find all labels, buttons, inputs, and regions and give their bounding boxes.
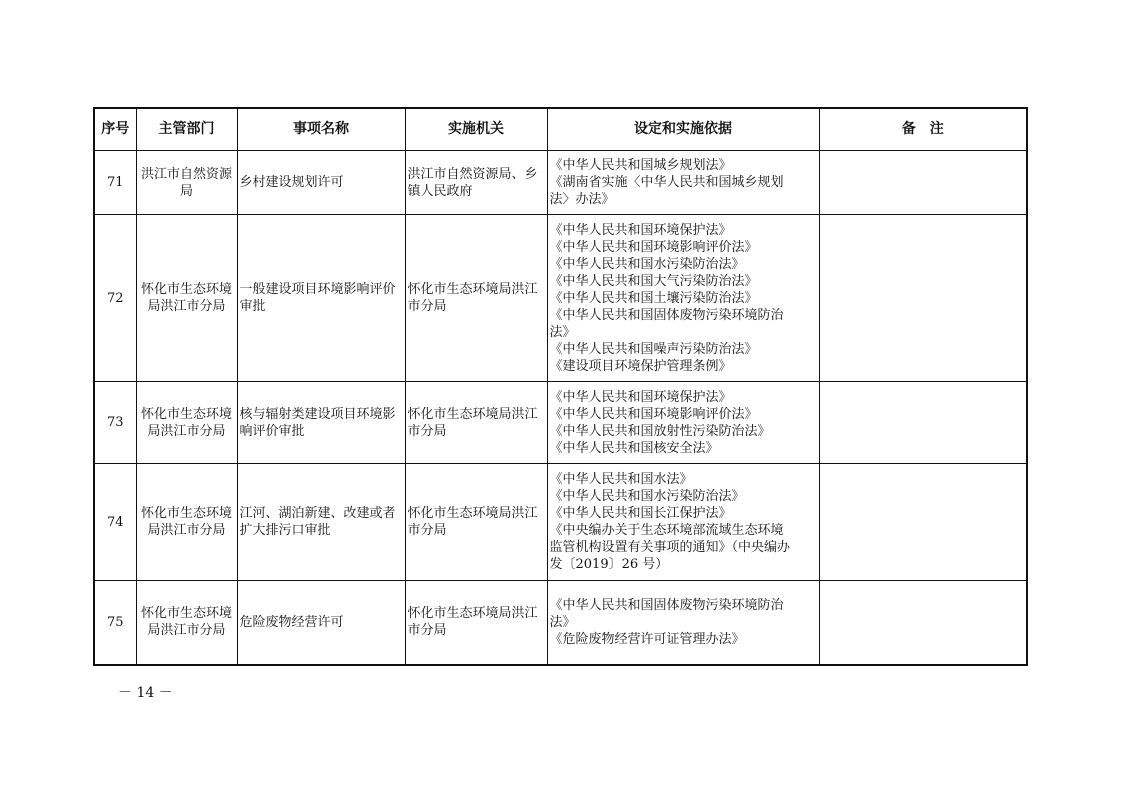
row-serial-number: 72 xyxy=(94,215,136,382)
row-department: 怀化市生态环境局洪江市分局 xyxy=(136,382,237,464)
row-agency: 怀化市生态环境局洪江市分局 xyxy=(405,215,547,382)
row-department: 怀化市生态环境局洪江市分局 xyxy=(136,581,237,665)
row-item-name: 一般建设项目环境影响评价审批 xyxy=(237,215,405,382)
row-remark xyxy=(819,464,1027,581)
header-remark: 备 注 xyxy=(819,108,1027,151)
row-department: 洪江市自然资源局 xyxy=(136,151,237,215)
table-header-row xyxy=(94,108,1027,151)
header-item-name: 事项名称 xyxy=(237,108,405,151)
row-serial-number: 73 xyxy=(94,382,136,464)
basis-line: 《中华人民共和国核安全法》 xyxy=(549,440,719,456)
basis-line: 《中华人民共和国噪声污染防治法》 xyxy=(549,341,758,357)
basis-line: 《中华人民共和国水污染防治法》 xyxy=(549,256,745,272)
basis-line: 《中华人民共和国环境影响评价法》 xyxy=(549,406,758,422)
basis-line: 《中华人民共和国城乡规划法》 xyxy=(549,158,732,173)
row-serial-number: 74 xyxy=(94,464,136,581)
table-row xyxy=(94,382,1027,464)
row-department: 怀化市生态环境局洪江市分局 xyxy=(136,215,237,382)
basis-line: 《中华人民共和国水污染防治法》 xyxy=(549,489,745,504)
row-basis xyxy=(547,151,819,215)
basis-line: 监管机构设置有关事项的通知》（中央编办 xyxy=(549,540,791,555)
basis-line: 《中华人民共和国固体废物污染环境防治 xyxy=(549,597,784,613)
row-serial-number: 75 xyxy=(94,581,136,665)
basis-line: 《中华人民共和国大气污染防治法》 xyxy=(549,273,758,289)
row-remark xyxy=(819,151,1027,215)
basis-line: 《中华人民共和国土壤污染防治法》 xyxy=(549,290,758,306)
approval-items-table-container xyxy=(93,107,1026,666)
row-remark xyxy=(819,581,1027,665)
page-number: － 14 － xyxy=(118,685,173,701)
row-item-name: 核与辐射类建设项目环境影响评价审批 xyxy=(237,382,405,464)
basis-line: 《中华人民共和国固体废物污染环境防治 xyxy=(549,307,784,323)
table-row xyxy=(94,151,1027,215)
basis-line: 发〔2019〕26 号） xyxy=(549,557,669,572)
row-remark xyxy=(819,215,1027,382)
basis-line: 《建设项目环境保护管理条例》 xyxy=(549,358,732,374)
row-agency: 怀化市生态环境局洪江市分局 xyxy=(405,464,547,581)
basis-line: 《中华人民共和国长江保护法》 xyxy=(549,506,732,521)
row-basis xyxy=(547,464,819,581)
header-agency: 实施机关 xyxy=(405,108,547,151)
basis-line: 《危险废物经营许可证管理办法》 xyxy=(549,631,745,647)
basis-line: 《中华人民共和国环境影响评价法》 xyxy=(549,239,758,255)
row-agency: 洪江市自然资源局、乡镇人民政府 xyxy=(405,151,547,215)
table-row xyxy=(94,581,1027,665)
row-item-name: 江河、湖泊新建、改建或者扩大排污口审批 xyxy=(237,464,405,581)
row-basis xyxy=(547,382,819,464)
basis-line: 《中华人民共和国放射性污染防治法》 xyxy=(549,423,771,439)
row-remark xyxy=(819,382,1027,464)
approval-items-table xyxy=(93,107,1028,666)
row-serial-number: 71 xyxy=(94,151,136,215)
basis-line: 法》 xyxy=(549,614,576,630)
basis-line: 法》 xyxy=(549,324,576,340)
row-agency: 怀化市生态环境局洪江市分局 xyxy=(405,581,547,665)
basis-line: 法〉办法》 xyxy=(549,192,615,207)
header-department: 主管部门 xyxy=(136,108,237,151)
row-item-name: 乡村建设规划许可 xyxy=(237,151,405,215)
basis-line: 《湖南省实施〈中华人民共和国城乡规划 xyxy=(549,175,784,190)
table-row xyxy=(94,215,1027,382)
row-agency: 怀化市生态环境局洪江市分局 xyxy=(405,382,547,464)
header-serial-number: 序号 xyxy=(94,108,136,151)
row-department: 怀化市生态环境局洪江市分局 xyxy=(136,464,237,581)
row-basis xyxy=(547,581,819,665)
row-basis xyxy=(547,215,819,382)
row-item-name: 危险废物经营许可 xyxy=(237,581,405,665)
header-basis: 设定和实施依据 xyxy=(547,108,819,151)
basis-line: 《中华人民共和国环境保护法》 xyxy=(549,222,732,238)
basis-line: 《中央编办关于生态环境部流域生态环境 xyxy=(549,523,784,538)
table-row xyxy=(94,464,1027,581)
basis-line: 《中华人民共和国环境保护法》 xyxy=(549,389,732,405)
basis-line: 《中华人民共和国水法》 xyxy=(549,472,693,487)
